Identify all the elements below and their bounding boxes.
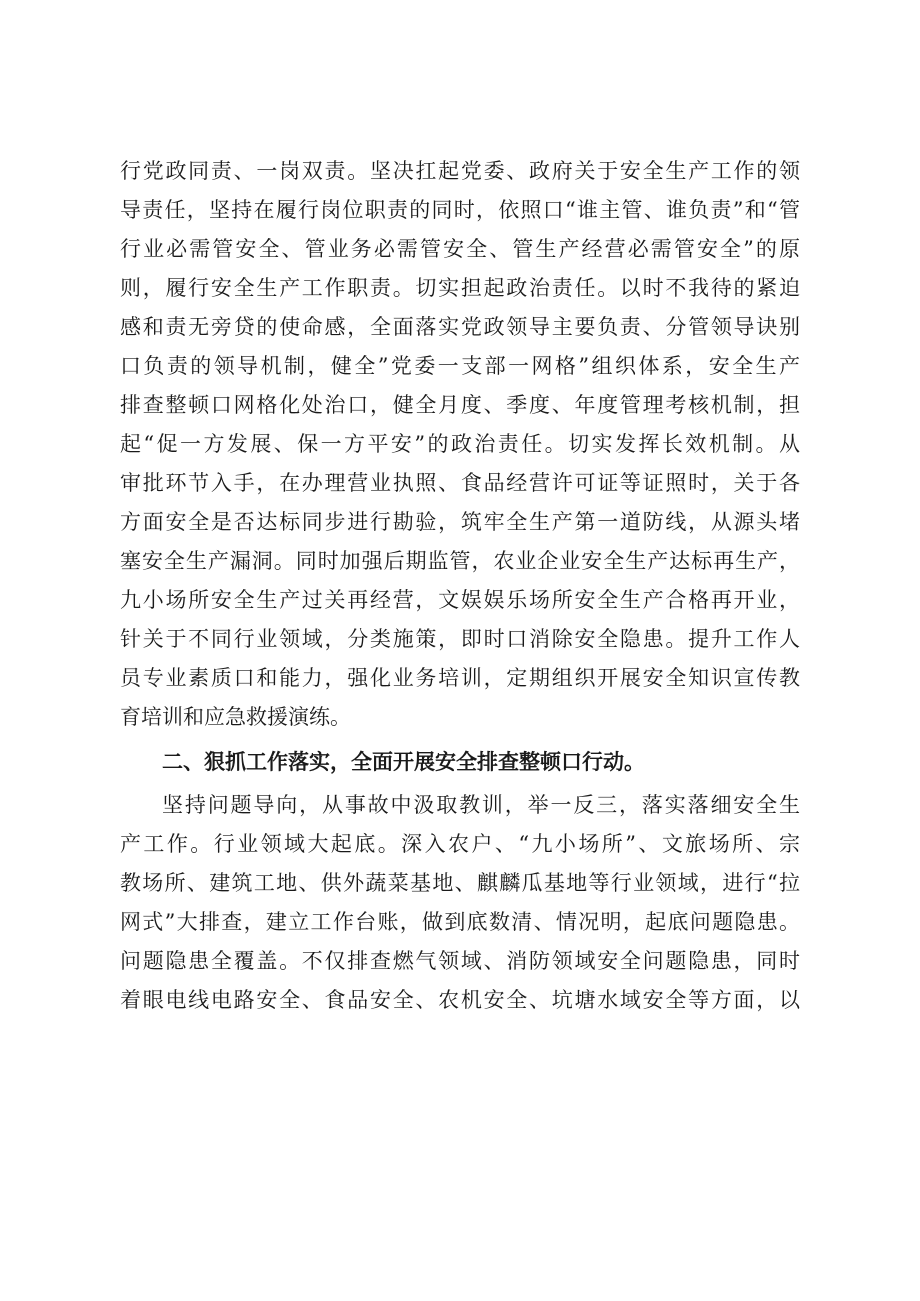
paragraph-2: [120, 786, 800, 1020]
text-line: 口负责的领导机制，健全”党委一支部一网格”组织体系，安全生产: [120, 354, 800, 378]
text-line: 员专业素质口和能力，强化业务培训，定期组织开展安全知识宣传教: [120, 666, 800, 690]
paragraph-1: [120, 152, 800, 737]
text-line: 教场所、建筑工地、供外蔬菜基地、麒麟瓜基地等行业领域，进行“拉: [120, 871, 800, 895]
text-line: 塞安全生产漏洞。同时加强后期监管，农业企业安全生产达标再生产，: [120, 549, 800, 573]
text-line: 九小场所安全生产过关再经营，文娱娱乐场所安全生产合格再开业，: [120, 588, 800, 612]
text-line: 则，履行安全生产工作职责。切实担起政治责任。以时不我待的紧迫: [120, 276, 800, 300]
text-line: 产工作。行业领域大起底。深入农户、“九小场所”、文旅场所、宗: [120, 832, 800, 856]
text-line: 导责任，坚持在履行岗位职责的同时，依照口“谁主管、谁负责”和“管: [120, 198, 800, 222]
document-page: [120, 152, 800, 1020]
text-line: 审批环节入手，在办理营业执照、食品经营许可证等证照时，关于各: [120, 471, 800, 495]
text-line: 针关于不同行业领域，分类施策，即时口消除安全隐患。提升工作人: [120, 627, 800, 651]
section-heading: 二、狠抓工作落实，全面开展安全排查整顿口行动。: [162, 750, 645, 774]
text-line: 行党政同责、一岗双责。坚决扛起党委、政府关于安全生产工作的领: [120, 159, 800, 183]
text-line: 方面安全是否达标同步进行勘验，筑牢全生产第一道防线，从源头堵: [120, 510, 800, 534]
text-line: 问题隐患全覆盖。不仅排查燃气领域、消防领域安全问题隐患，同时: [120, 949, 800, 973]
text-line: 网式”大排查，建立工作台账，做到底数清、情况明，起底问题隐患。: [120, 910, 800, 934]
text-line: 排查整顿口网格化处治口，健全月度、季度、年度管理考核机制，担: [120, 393, 800, 417]
text-line: 行业必需管安全、管业务必需管安全、管生产经营必需管安全”的原: [120, 237, 800, 261]
text-line: 育培训和应急救援演练。: [120, 705, 351, 729]
text-line: 坚持问题导向，从事故中汲取教训，举一反三，落实落细安全生: [162, 793, 800, 817]
text-line: 起“促一方发展、保一方平安”的政治责任。切实发挥长效机制。从: [120, 432, 800, 456]
text-line: 着眼电线电路安全、食品安全、农机安全、坑塘水域安全等方面，以: [120, 988, 800, 1012]
text-line: 感和责无旁贷的使命感，全面落实党政领导主要负责、分管领导诀别: [120, 315, 800, 339]
